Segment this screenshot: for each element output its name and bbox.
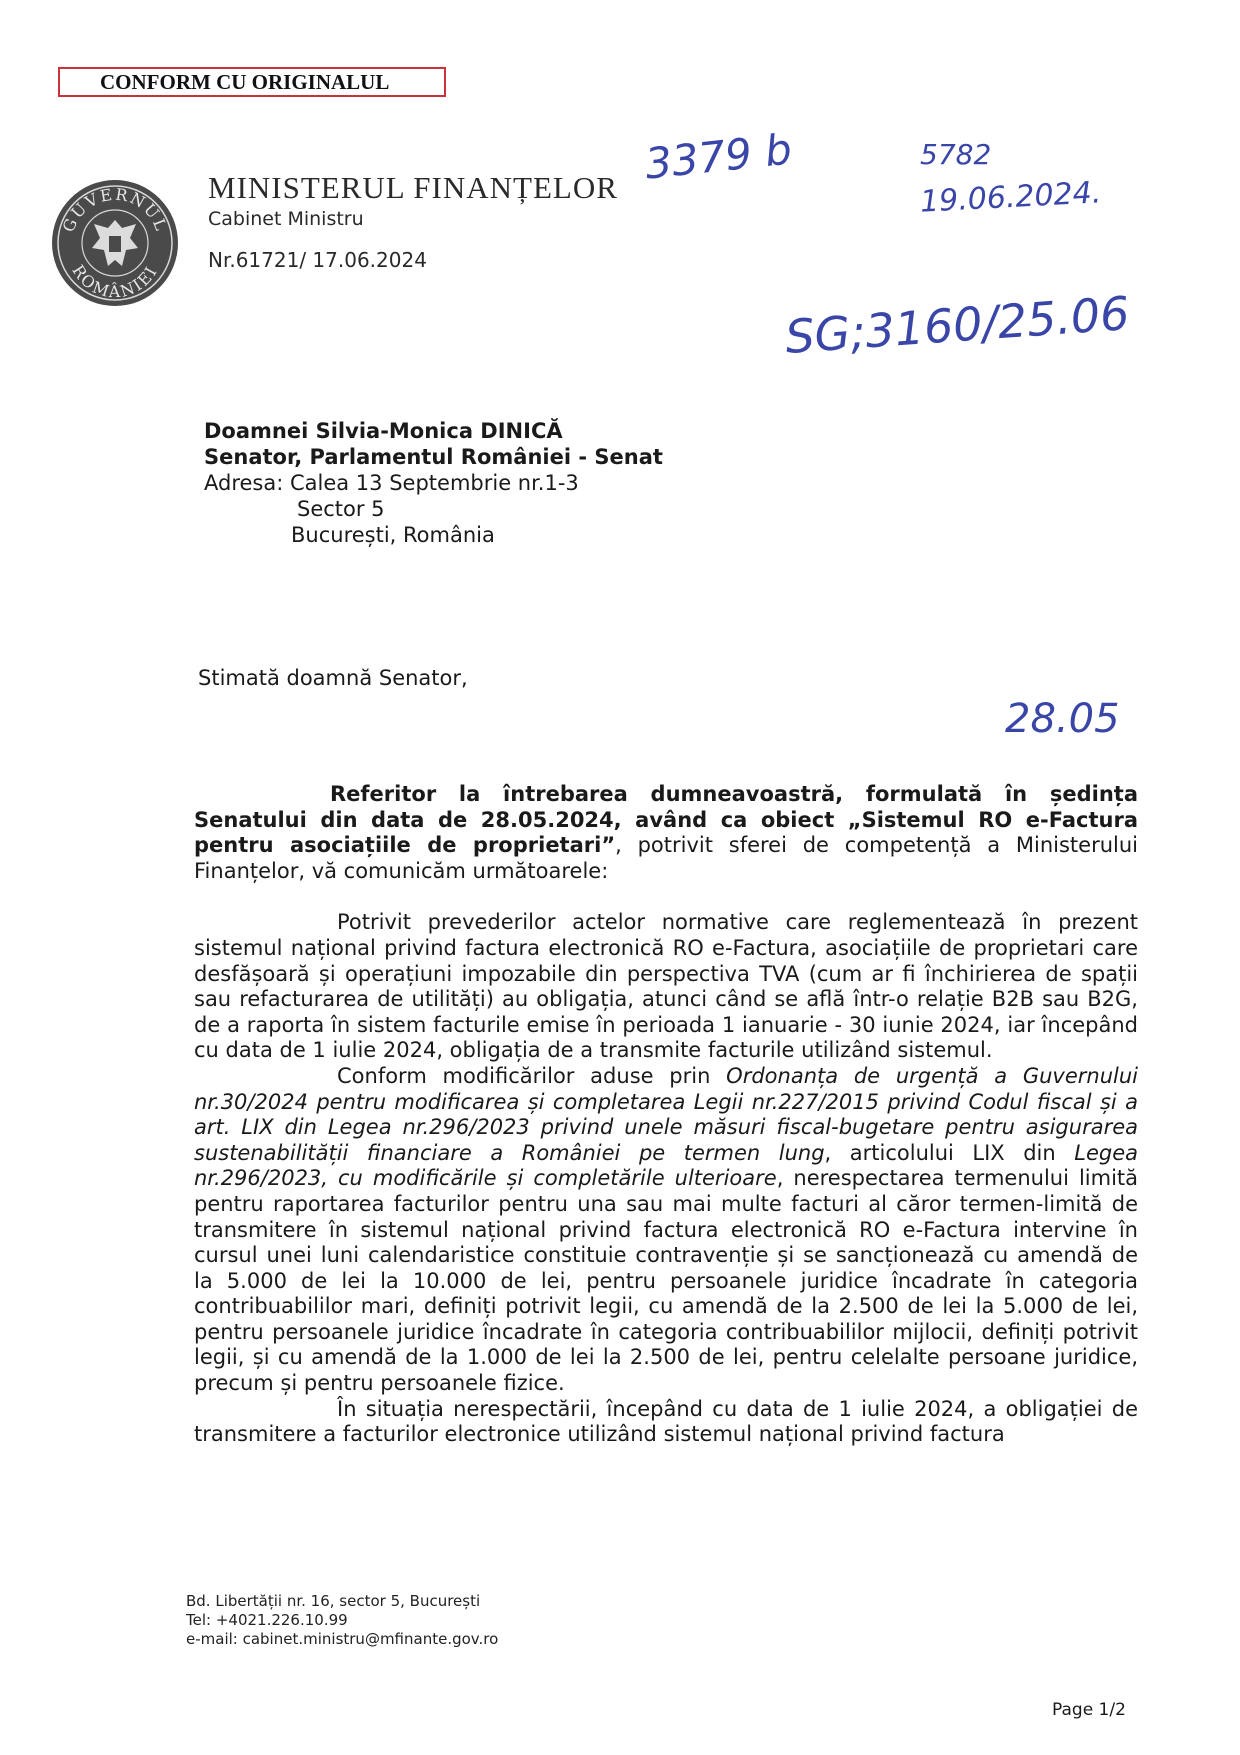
seal-top-text: GUVERNUL (58, 184, 172, 235)
paragraph-3 (194, 1064, 1138, 1397)
paragraph-1-rest: , potrivit sferei de competență a Ministerului Finanțelor, vă comunicăm următoarele: (194, 833, 1138, 883)
handwritten-date: 19.06.2024. (919, 175, 1103, 220)
greeting: Stimată doamnă Senator, (198, 666, 468, 690)
registration-number: Nr.61721/ 17.06.2024 (208, 248, 427, 272)
conform-stamp: CONFORM CU ORIGINALUL (58, 67, 446, 97)
paragraph-1 (194, 782, 1138, 884)
ministry-name: MINISTERUL FINANȚELOR (208, 170, 618, 205)
letter-body (194, 782, 1138, 1448)
recipient-street: Adresa: Calea 13 Septembrie nr.1-3 (204, 471, 579, 495)
handwritten-sg-number: SG;3160/25.06 (783, 286, 1132, 364)
paragraph-3-ordinance: Ordonanța de urgență a Guvernului nr.30/2024 pentru modificarea și completarea Legii nr.227/2015 privind Codul fiscal și a art. LIX din Legea nr.296/2023 privind unele măsuri fiscal-bugetare pentru asigurarea sustenabilității financiare a României pe termen lung (194, 1063, 1138, 1165)
recipient-name: Doamnei Silvia-Monica DINICĂ (204, 419, 563, 443)
paragraph-2: Potrivit prevederilor actelor normative care reglementează în prezent sistemul național privind factura electronică RO e-Factura, asociațiile de proprietari care desfășoară și operațiuni impozabile din perspectiva TVA (cum ar fi închirierea de spații sau refacturarea de utilități) au obligația, atunci când se află într-o relație B2B sau B2G, de a raporta în sistem facturile emise în perioada 1 ianuarie - 30 iunie 2024, iar începând cu data de 1 iulie 2024, obligația de a transmite facturile utilizând sistemul. (194, 910, 1138, 1063)
paragraph-3-law: Legea nr.296/2023, cu modificările și completările ulterioare (194, 1140, 1139, 1191)
recipient-city: București, România (291, 523, 495, 547)
paragraph-4: În situația nerespectării, începând cu data de 1 iulie 2024, a obligației de transmitere a facturilor electronice utilizând sistemul național privind factura (194, 1396, 1138, 1447)
handwritten-registration: 3379 b (642, 124, 795, 189)
footer-contact (186, 1592, 498, 1649)
recipient-sector: Sector 5 (297, 497, 385, 521)
seal-bottom-text: ROMÂNIEI (68, 261, 162, 302)
footer-address: Bd. Libertății nr. 16, sector 5, București (186, 1592, 481, 1610)
government-seal-icon (50, 178, 180, 308)
handwritten-date-note: 28.05 (1005, 696, 1120, 742)
paragraph-3-a: Conform modificărilor aduse prin (337, 1063, 727, 1088)
paragraph-3-b: , articolului LIX din (824, 1140, 1075, 1165)
handwritten-number: 5782 (920, 138, 992, 171)
footer-email: e-mail: cabinet.ministru@mfinante.gov.ro (186, 1630, 499, 1648)
recipient-title: Senator, Parlamentul României - Senat (204, 445, 663, 469)
paragraph-1-bold: Referitor la întrebarea dumneavoastră, formulată în ședința Senatului din data de 28.05.2024, având ca obiect „Sistemul RO e-Factura pentru asociațiile de proprietari” (194, 782, 1138, 858)
paragraph-3-c: , nerespectarea termenului limită pentru raportarea facturilor pentru una sau mai multe facturi al căror termen-limită de transmitere în sistemul național privind factura electronică RO e-Factura intervine în cursul unei luni calendaristice constituie contravenție și se sancționează cu amendă de la 5.000 de lei la 10.000 de lei, pentru persoanele juridice încadrate în categoria contribuabililor mari, definiți potrivit legii, cu amendă de la 2.500 de lei la 5.000 de lei, pentru persoanele juridice încadrate în categoria contribuabililor mijlocii, definiți potrivit legii, și cu amendă de la 1.000 de lei la 2.500 de lei, pentru celelalte persoane juridice, precum și pentru persoanele fizice. (194, 1166, 1139, 1396)
page-number: Page 1/2 (1052, 1700, 1126, 1720)
cabinet-label: Cabinet Ministru (208, 208, 364, 230)
recipient-address (204, 418, 663, 548)
footer-phone: Tel: +4021.226.10.99 (186, 1611, 348, 1629)
